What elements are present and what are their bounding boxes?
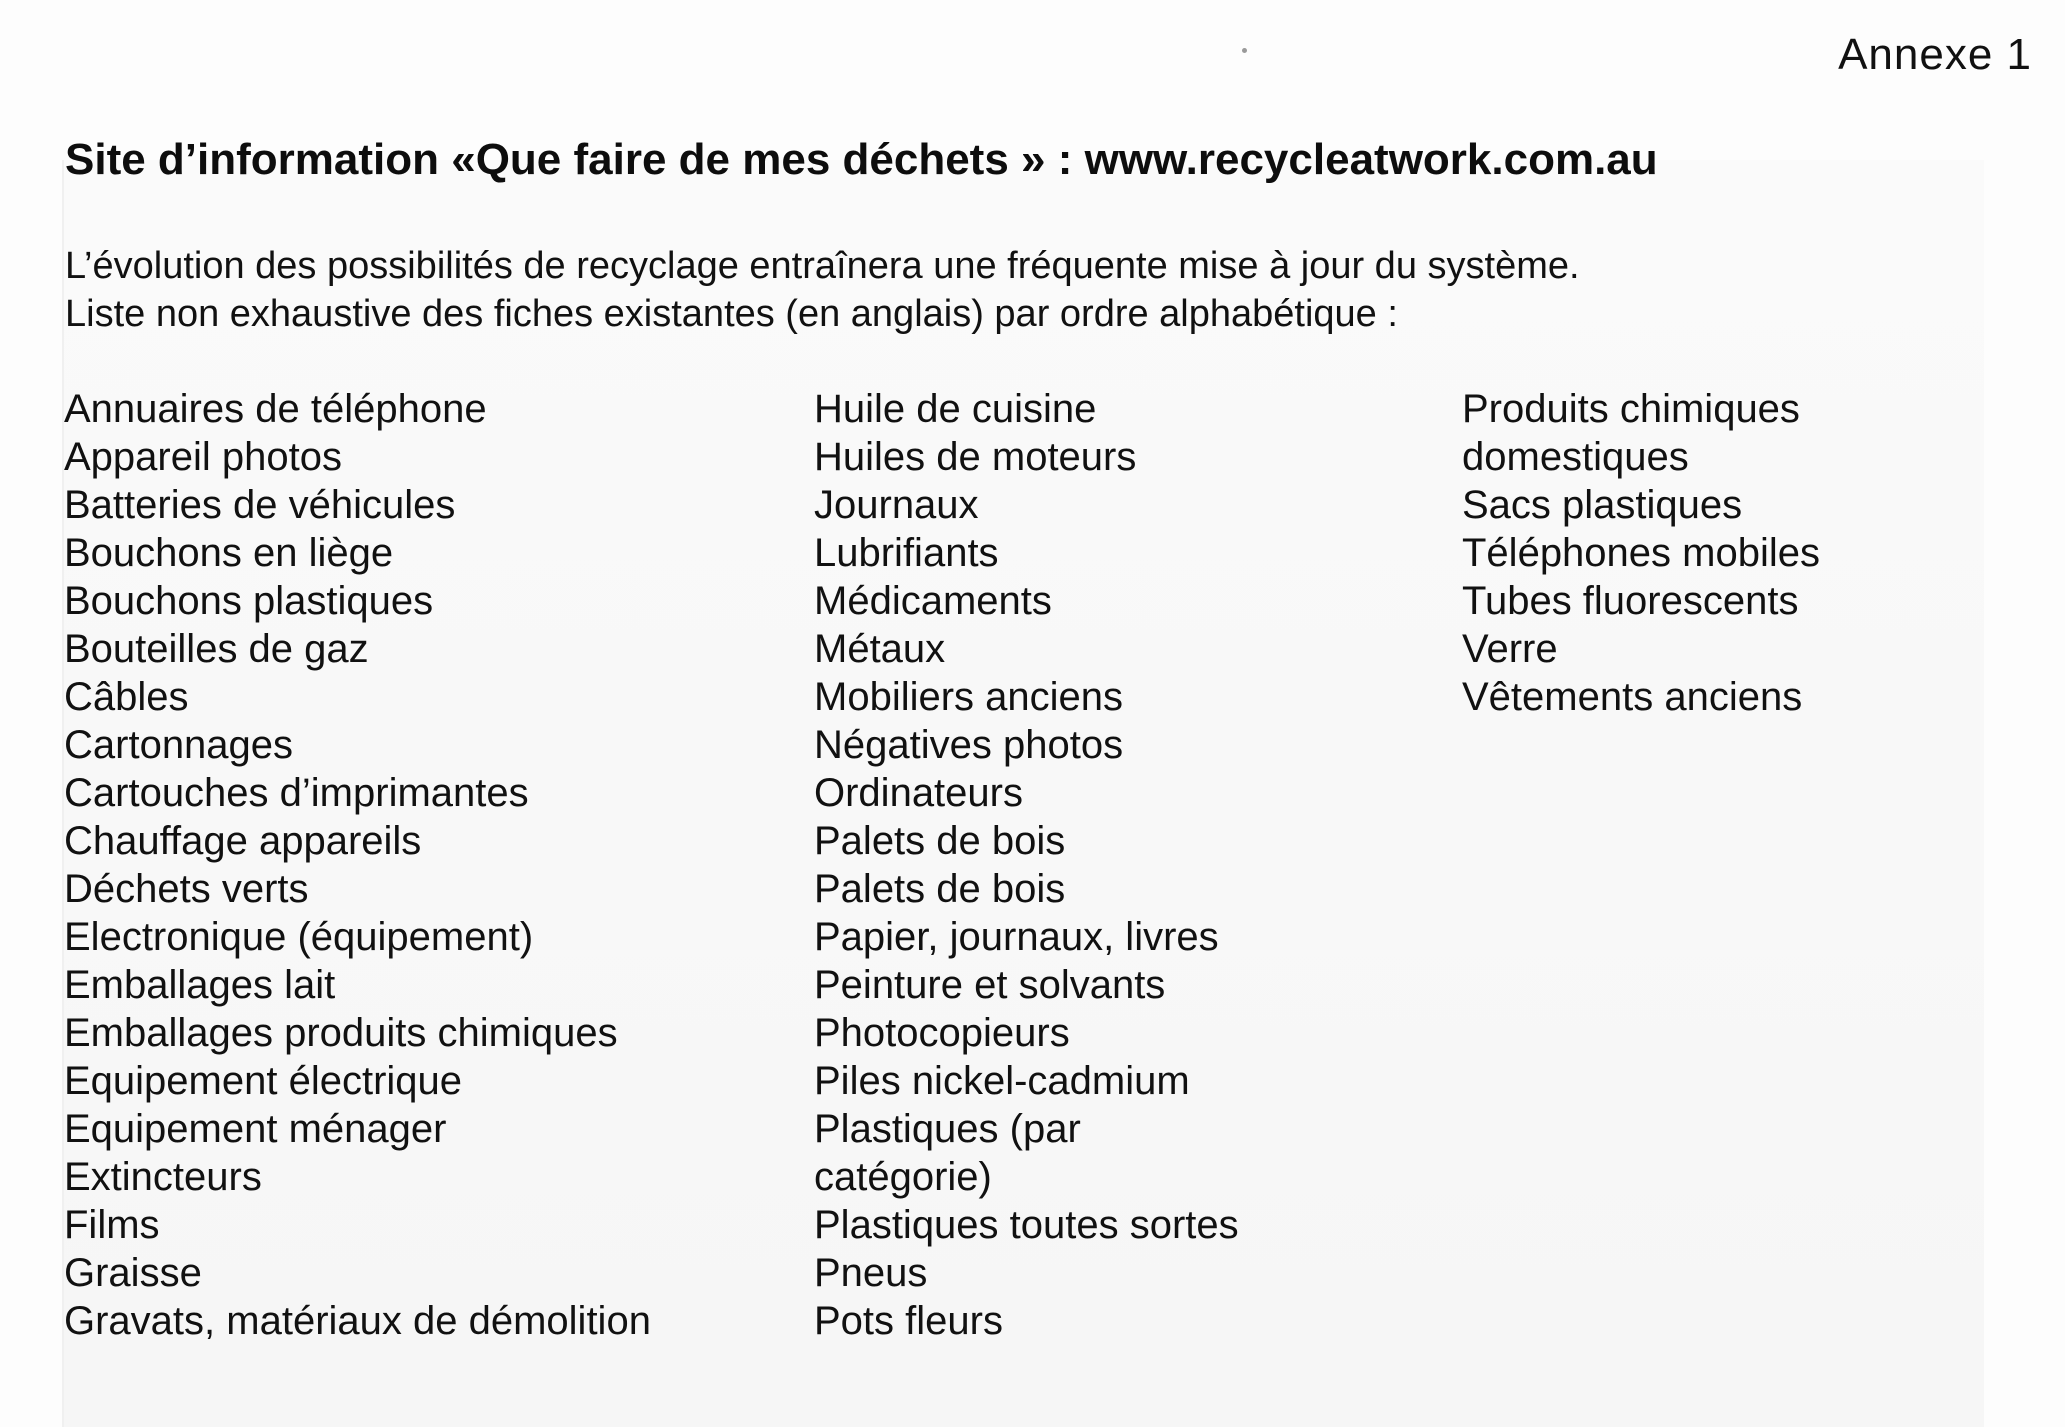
list-item: Graisse	[64, 1251, 202, 1295]
list-item: Emballages produits chimiques	[64, 1011, 618, 1055]
list-column-2	[814, 385, 1239, 1345]
list-item: Plastiques toutes sortes	[814, 1203, 1239, 1247]
list-item: Bouchons plastiques	[64, 579, 434, 623]
list-item: Vêtements anciens	[1462, 675, 1803, 719]
list-item: Palets de bois	[814, 867, 1066, 911]
list-item: Déchets verts	[64, 867, 309, 911]
list-item: Pots fleurs	[814, 1299, 1003, 1343]
list-item: Extincteurs	[64, 1155, 262, 1199]
list-item: Huile de cuisine	[814, 387, 1097, 431]
list-item: Peinture et solvants	[814, 963, 1166, 1007]
annex-label: Annexe 1	[1838, 30, 2032, 79]
list-item: Bouchons en liège	[64, 531, 394, 575]
list-column-3	[1462, 385, 1820, 721]
list-item: Films	[64, 1203, 160, 1247]
list-item: Electronique (équipement)	[64, 915, 534, 959]
list-item: Palets de bois	[814, 819, 1066, 863]
page-title: Site d’information «Que faire de mes déchets » : www.recycleatwork.com.au	[65, 135, 1658, 184]
list-item: Sacs plastiques	[1462, 483, 1743, 527]
intro-line-1: L’évolution des possibilités de recyclage entraînera une fréquente mise à jour du système.	[65, 245, 1580, 287]
list-column-1	[64, 385, 651, 1345]
speck-mark	[1242, 48, 1247, 53]
list-item: Photocopieurs	[814, 1011, 1070, 1055]
list-item: Verre	[1462, 627, 1558, 671]
list-item: Equipement électrique	[64, 1059, 463, 1103]
list-item: Ordinateurs	[814, 771, 1023, 815]
list-item: Cartouches d’imprimantes	[64, 771, 529, 815]
list-item: Câbles	[64, 675, 189, 719]
list-item: Batteries de véhicules	[64, 483, 456, 527]
list-item: Equipement ménager	[64, 1107, 447, 1151]
list-item: Métaux	[814, 627, 946, 671]
list-item: Mobiliers anciens	[814, 675, 1124, 719]
list-item: Cartonnages	[64, 723, 294, 767]
list-item: Produits chimiques	[1462, 387, 1800, 431]
list-item: Chauffage appareils	[64, 819, 422, 863]
list-item: Piles nickel-cadmium	[814, 1059, 1190, 1103]
list-item: Annuaires de téléphone	[64, 387, 487, 431]
list-item: Tubes fluorescents	[1462, 579, 1799, 623]
intro-paragraph	[65, 242, 1580, 338]
list-item: Appareil photos	[64, 435, 342, 479]
list-item: Journaux	[814, 483, 979, 527]
list-item: Lubrifiants	[814, 531, 999, 575]
list-item: Bouteilles de gaz	[64, 627, 369, 671]
list-item: Emballages lait	[64, 963, 336, 1007]
list-item: domestiques	[1462, 435, 1689, 479]
list-item: Gravats, matériaux de démolition	[64, 1299, 651, 1343]
list-item: Huiles de moteurs	[814, 435, 1137, 479]
intro-line-2: Liste non exhaustive des fiches existantes (en anglais) par ordre alphabétique :	[65, 293, 1398, 335]
list-item: Plastiques (par	[814, 1107, 1081, 1151]
list-item: Négatives photos	[814, 723, 1124, 767]
list-item: Pneus	[814, 1251, 928, 1295]
list-item: catégorie)	[814, 1155, 992, 1199]
list-item: Papier, journaux, livres	[814, 915, 1219, 959]
list-item: Téléphones mobiles	[1462, 531, 1820, 575]
list-item: Médicaments	[814, 579, 1052, 623]
